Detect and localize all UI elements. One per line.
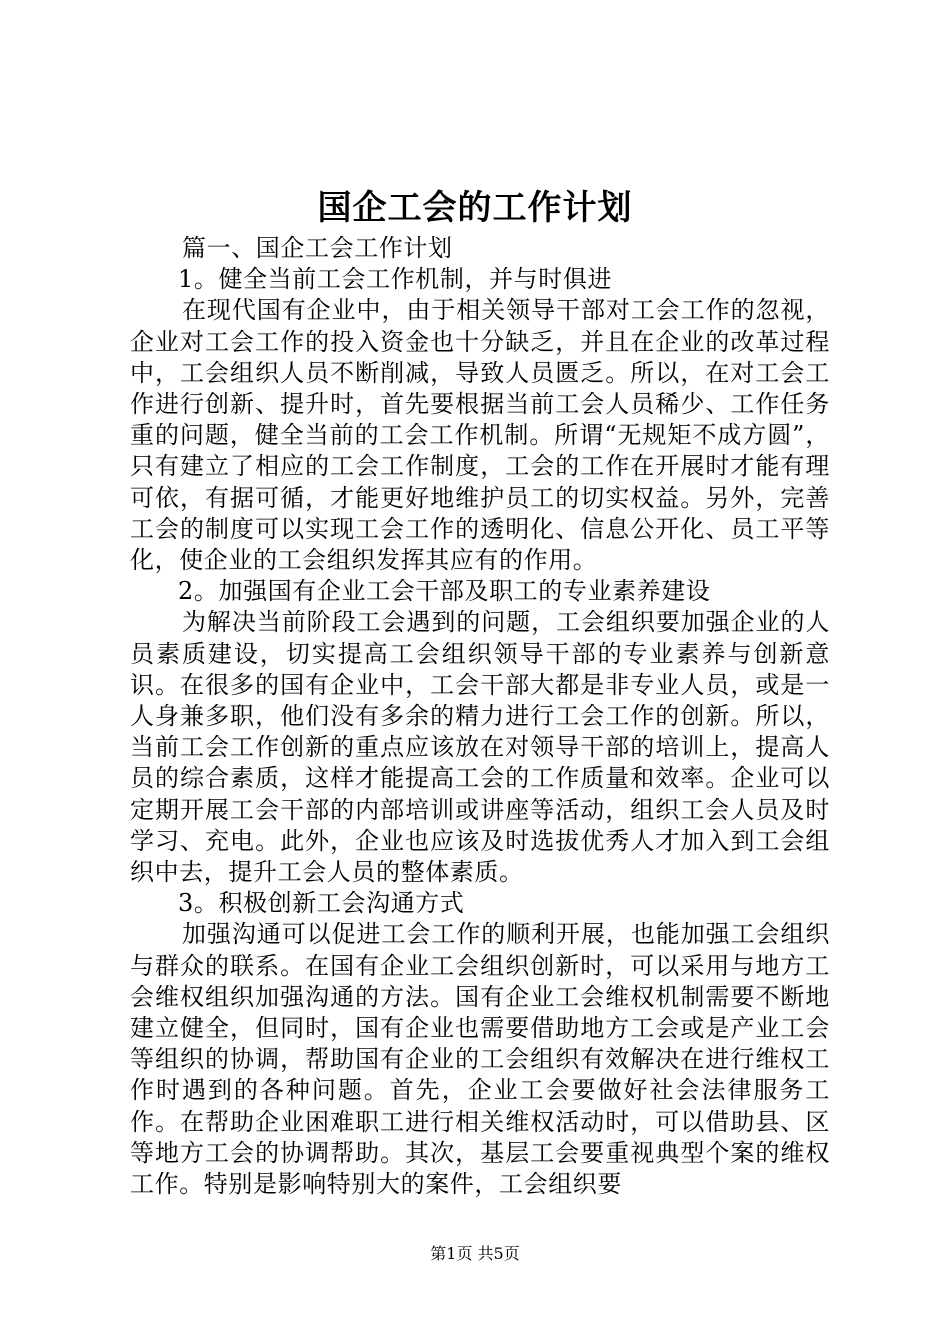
item-heading-3: 3。积极创新工会沟通方式 (178, 889, 465, 918)
item-paragraph-2: 为解决当前阶段工会遇到的问题，工会组织要加强企业的人员素质建设，切实提高工会组织领导干部的专业素养与创新意识。在很多的国有企业中，工会干部大都是非专业人员，或是一人身兼多职，他们没有多余的精力进行工会工作的创新。所以，当前工会工作创新的重点应该放在对领导干部的培训上，提高人员的综合素质，这样才能提高工会的工作质量和效率。企业可以定期开展工会干部的内部培训或讲座等活动，组织工会人员及时学习、充电。此外，企业也应该及时选拔优秀人才加入到工会组织中去，提升工会人员的整体素质。 (130, 608, 830, 887)
item-paragraph-3: 加强沟通可以促进工会工作的顺利开展，也能加强工会组织与群众的联系。在国有企业工会组织创新时，可以采用与地方工会维权组织加强沟通的方法。国有企业工会维权机制需要不断地建立健全，但同时，国有企业也需要借助地方工会或是产业工会等组织的协调，帮助国有企业的工会组织有效解决在进行维权工作时遇到的各种问题。首先，企业工会要做好社会法律服务工作。在帮助企业困难职工进行相关维权活动时，可以借助县、区等地方工会的协调帮助。其次，基层工会要重视典型个案的维权工作。特别是影响特别大的案件，工会组织要 (130, 920, 830, 1199)
item-heading-1: 1。健全当前工会工作机制，并与时俱进 (178, 265, 613, 294)
item-heading-2: 2。加强国有企业工会干部及职工的专业素养建设 (178, 577, 711, 606)
section-heading: 篇一、国企工会工作计划 (182, 234, 453, 262)
document-body (130, 233, 830, 1200)
item-paragraph-1: 在现代国有企业中，由于相关领导干部对工会工作的忽视，企业对工会工作的投入资金也十分缺乏，并且在企业的改革过程中，工会组织人员不断削减，导致人员匮乏。所以，在对工会工作进行创新、提升时，首先要根据当前工会人员稀少、工作任务重的问题，健全当前的工会工作机制。所谓“无规矩不成方圆”，只有建立了相应的工会工作制度，工会的工作在开展时才能有理可依，有据可循，才能更好地维护员工的切实权益。另外，完善工会的制度可以实现工会工作的透明化、信息公开化、员工平等化，使企业的工会组织发挥其应有的作用。 (130, 296, 830, 575)
document-title: 国企工会的工作计划 (317, 188, 633, 228)
page-footer: 第1页 共5页 (430, 1244, 520, 1263)
